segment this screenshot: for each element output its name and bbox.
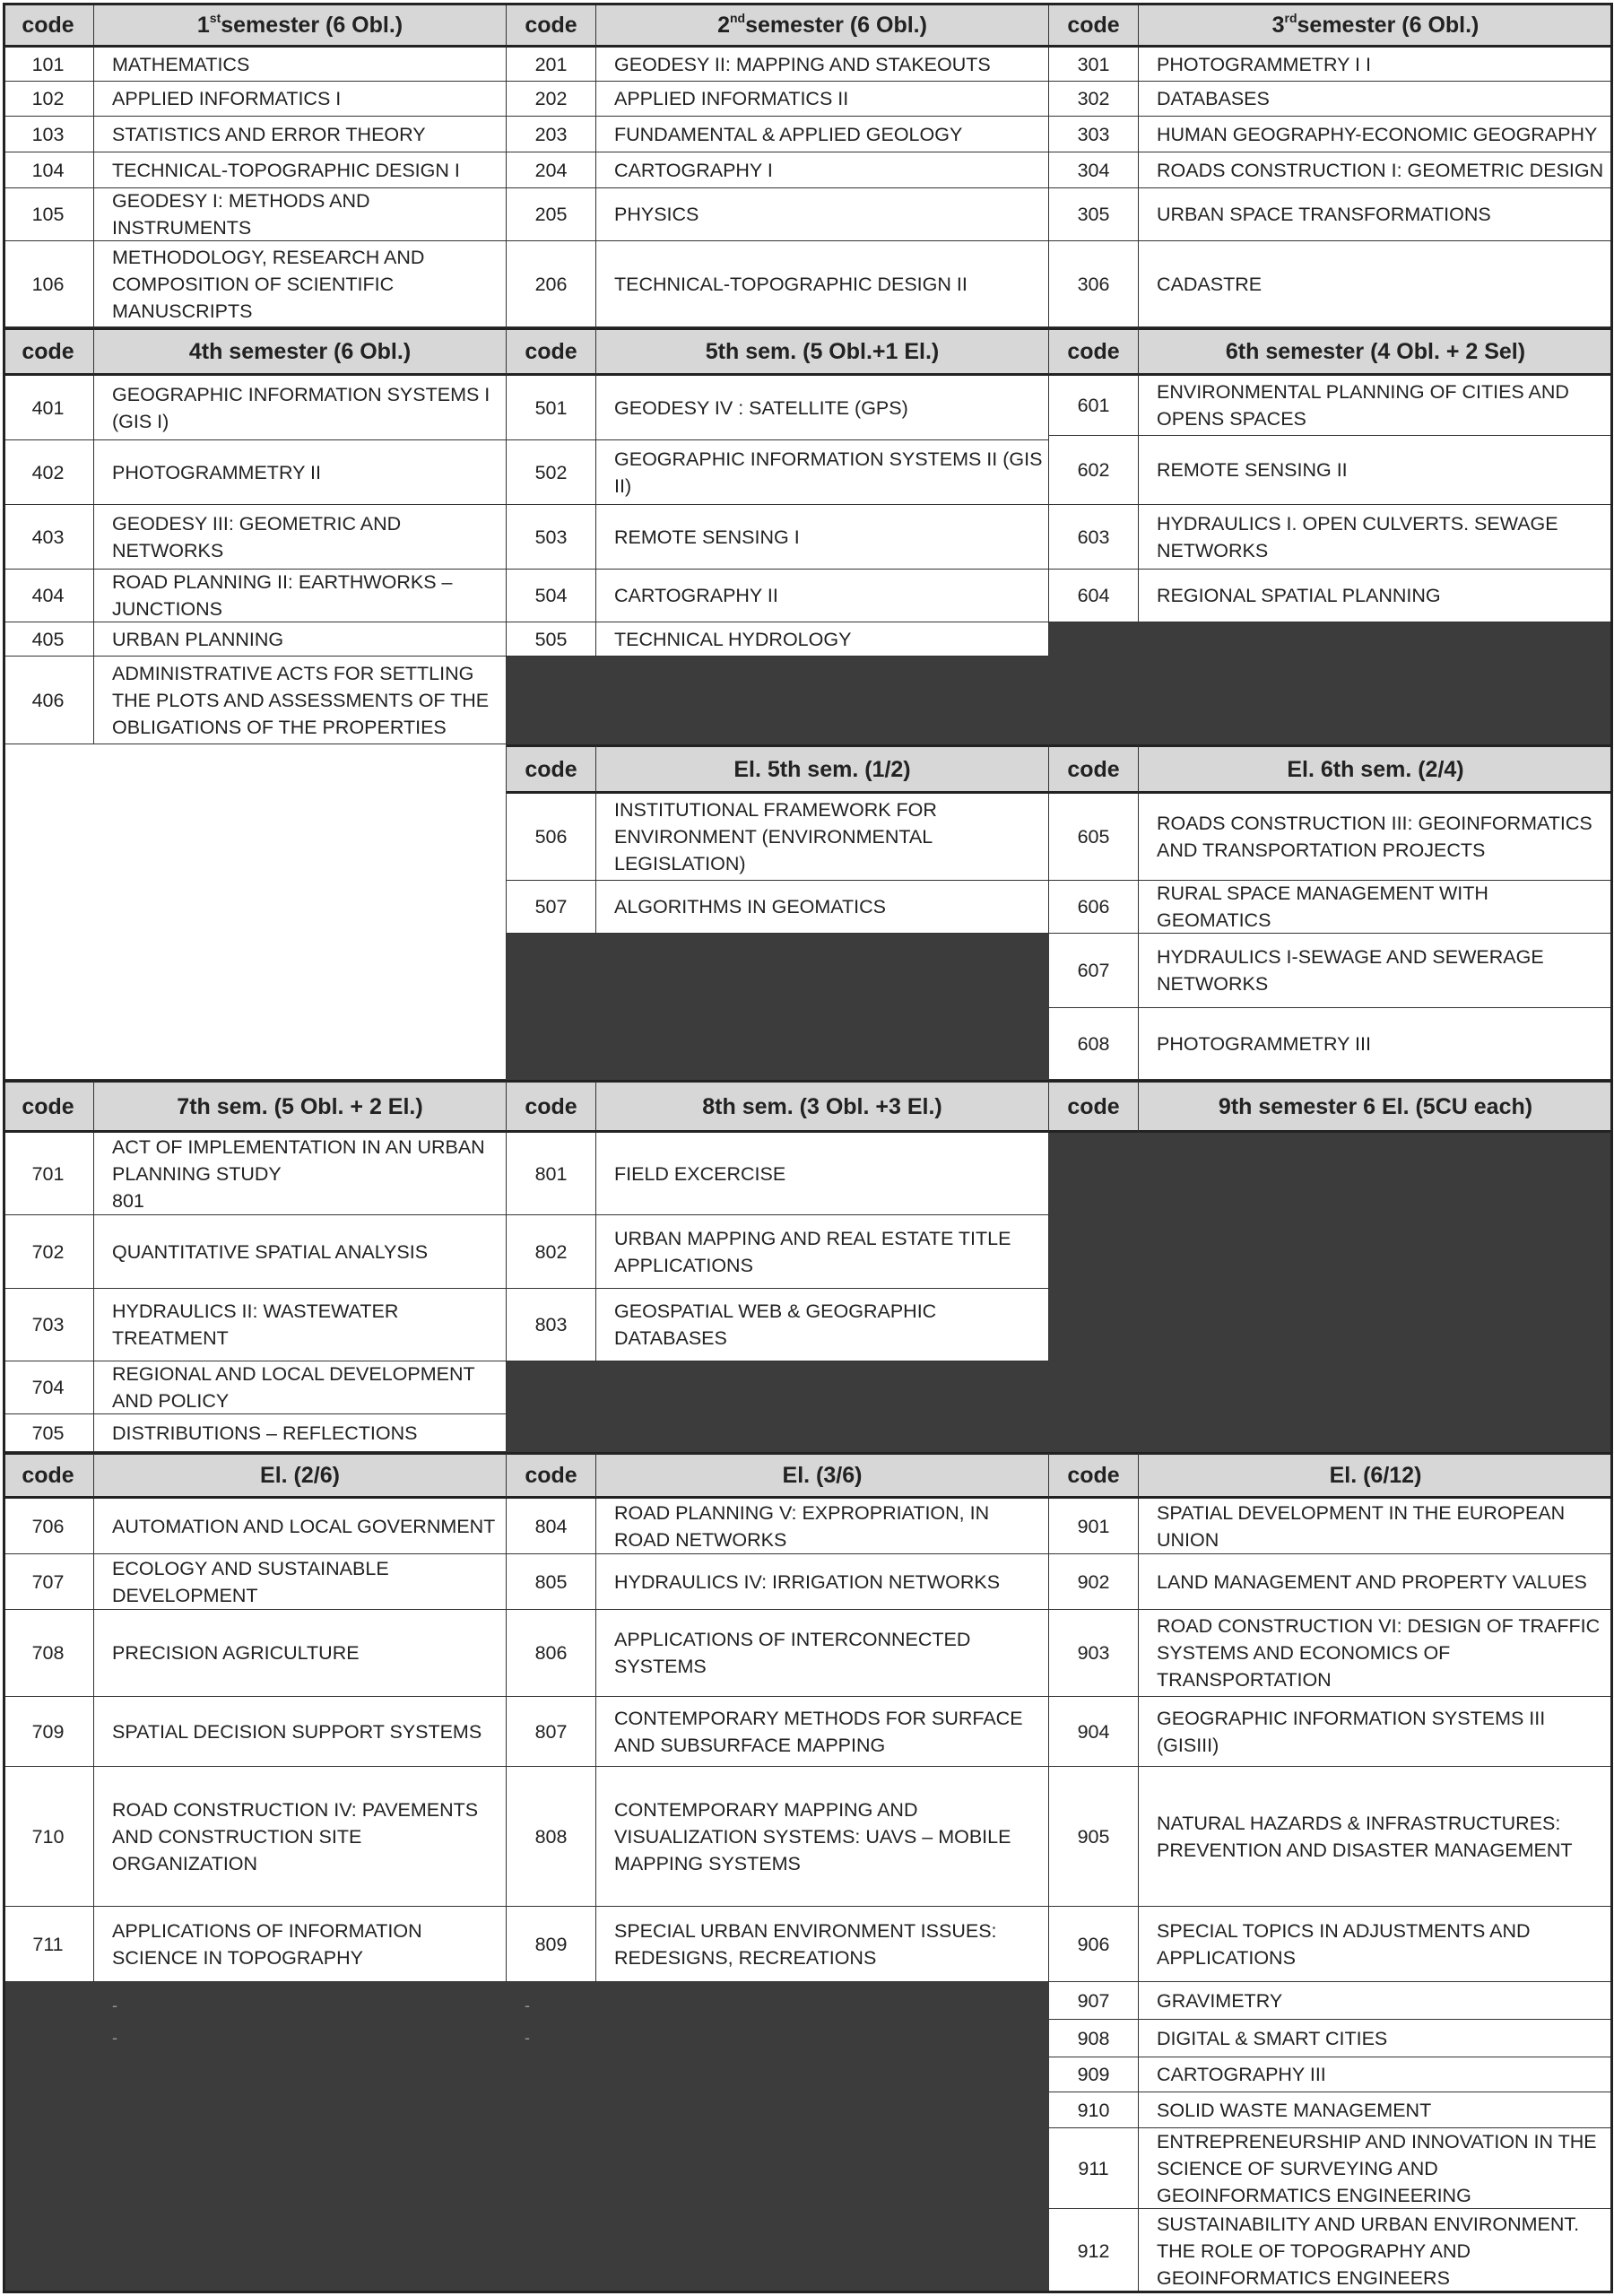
- course-code: 702: [3, 1215, 94, 1289]
- course-name: CADASTRE: [1139, 241, 1613, 327]
- course-name: PHOTOGRAMMETRY II: [94, 440, 507, 505]
- course-code: 403: [3, 505, 94, 570]
- course-code: 603: [1049, 505, 1139, 570]
- course-code: 707: [3, 1554, 94, 1610]
- code-header: code: [1049, 3, 1139, 48]
- course-code: 802: [507, 1215, 596, 1289]
- course-code: 601: [1049, 376, 1139, 436]
- course-code: 205: [507, 188, 596, 241]
- course-code: 709: [3, 1697, 94, 1767]
- course-name: TECHNICAL-TOPOGRAPHIC DESIGN I: [94, 152, 507, 188]
- empty-cell: [507, 1361, 1049, 1452]
- course-code: 805: [507, 1554, 596, 1610]
- course-name: PHYSICS: [596, 188, 1049, 241]
- course-name: HYDRAULICS IV: IRRIGATION NETWORKS: [596, 1554, 1049, 1610]
- empty-cell: [3, 1982, 94, 2293]
- empty-cell: [507, 657, 1049, 744]
- course-code: 602: [1049, 436, 1139, 505]
- code-header: code: [507, 1452, 596, 1499]
- course-code: 105: [3, 188, 94, 241]
- curriculum-table: [3, 3, 1613, 2293]
- course-name: RURAL SPACE MANAGEMENT WITH GEOMATICS: [1139, 881, 1613, 934]
- course-name: CONTEMPORARY METHODS FOR SURFACE AND SUBSURFACE MAPPING: [596, 1697, 1049, 1767]
- course-name: GRAVIMETRY: [1139, 1982, 1613, 2020]
- code-header: code: [3, 1452, 94, 1499]
- code-header: code: [1049, 744, 1139, 794]
- course-name: SPECIAL TOPICS IN ADJUSTMENTS AND APPLICATIONS: [1139, 1907, 1613, 1982]
- course-name: ROADS CONSTRUCTION I: GEOMETRIC DESIGN: [1139, 152, 1613, 188]
- empty-cell: [1049, 622, 1613, 744]
- placeholder-dash: -: [525, 1996, 530, 2014]
- course-code: 703: [3, 1289, 94, 1361]
- course-name: GEODESY I: METHODS AND INSTRUMENTS: [94, 188, 507, 241]
- course-name: DISTRIBUTIONS – REFLECTIONS: [94, 1414, 507, 1452]
- course-name: ACT OF IMPLEMENTATION IN AN URBAN PLANNING STUDY 801: [94, 1133, 507, 1215]
- course-code: 406: [3, 657, 94, 744]
- course-code: 102: [3, 82, 94, 117]
- course-code: 909: [1049, 2057, 1139, 2092]
- course-code: 806: [507, 1610, 596, 1697]
- course-code: 902: [1049, 1554, 1139, 1610]
- course-name: QUANTITATIVE SPATIAL ANALYSIS: [94, 1215, 507, 1289]
- code-header: code: [1049, 1452, 1139, 1499]
- course-code: 801: [507, 1133, 596, 1215]
- course-code: 701: [3, 1133, 94, 1215]
- course-name: SUSTAINABILITY AND URBAN ENVIRONMENT. THE ROLE OF TOPOGRAPHY AND GEOINFORMATICS ENGINEERS: [1139, 2209, 1613, 2293]
- course-name: PRECISION AGRICULTURE: [94, 1610, 507, 1697]
- course-code: 604: [1049, 570, 1139, 622]
- course-name: METHODOLOGY, RESEARCH AND COMPOSITION OF SCIENTIFIC MANUSCRIPTS: [94, 241, 507, 327]
- course-name: APPLIED INFORMATICS I: [94, 82, 507, 117]
- course-name: INSTITUTIONAL FRAMEWORK FOR ENVIRONMENT (ENVIRONMENTAL LEGISLATION): [596, 794, 1049, 881]
- course-name: STATISTICS AND ERROR THEORY: [94, 117, 507, 152]
- course-code: 302: [1049, 82, 1139, 117]
- course-name: LAND MANAGEMENT AND PROPERTY VALUES: [1139, 1554, 1613, 1610]
- course-code: 907: [1049, 1982, 1139, 2020]
- semester-header-s5: 5th sem. (5 Obl.+1 El.): [596, 327, 1049, 376]
- course-name: GEODESY II: MAPPING AND STAKEOUTS: [596, 48, 1049, 82]
- code-header: code: [3, 1080, 94, 1133]
- course-name: SPECIAL URBAN ENVIRONMENT ISSUES: REDESIGNS, RECREATIONS: [596, 1907, 1049, 1982]
- course-code: 706: [3, 1499, 94, 1554]
- course-name: HYDRAULICS I. OPEN CULVERTS. SEWAGE NETWORKS: [1139, 505, 1613, 570]
- placeholder-rows: [94, 1982, 507, 2293]
- course-name: CARTOGRAPHY II: [596, 570, 1049, 622]
- course-code: 807: [507, 1697, 596, 1767]
- course-name: HYDRAULICS II: WASTEWATER TREATMENT: [94, 1289, 507, 1361]
- course-name: ENVIRONMENTAL PLANNING OF CITIES AND OPENS SPACES: [1139, 376, 1613, 436]
- course-name: GEOGRAPHIC INFORMATION SYSTEMS I (GIS I): [94, 376, 507, 440]
- course-name: TECHNICAL-TOPOGRAPHIC DESIGN II: [596, 241, 1049, 327]
- course-code: 304: [1049, 152, 1139, 188]
- course-code: 503: [507, 505, 596, 570]
- course-code: 206: [507, 241, 596, 327]
- course-name: PHOTOGRAMMETRY I I: [1139, 48, 1613, 82]
- course-code: 303: [1049, 117, 1139, 152]
- placeholder-dash: -: [525, 2029, 530, 2047]
- course-code: 301: [1049, 48, 1139, 82]
- course-name: DATABASES: [1139, 82, 1613, 117]
- course-name: FUNDAMENTAL & APPLIED GEOLOGY: [596, 117, 1049, 152]
- course-name: APPLIED INFORMATICS II: [596, 82, 1049, 117]
- course-name: URBAN PLANNING: [94, 622, 507, 657]
- code-header: code: [1049, 327, 1139, 376]
- course-code: 103: [3, 117, 94, 152]
- course-name: SOLID WASTE MANAGEMENT: [1139, 2092, 1613, 2128]
- course-name: MATHEMATICS: [94, 48, 507, 82]
- course-code: 202: [507, 82, 596, 117]
- course-name: CARTOGRAPHY III: [1139, 2057, 1613, 2092]
- course-name: PHOTOGRAMMETRY III: [1139, 1008, 1613, 1080]
- course-code: 608: [1049, 1008, 1139, 1080]
- semester-header-s7: 7th sem. (5 Obl. + 2 El.): [94, 1080, 507, 1133]
- course-code: 809: [507, 1907, 596, 1982]
- semester-header-e8: El. (3/6): [596, 1452, 1049, 1499]
- course-name: URBAN MAPPING AND REAL ESTATE TITLE APPLICATIONS: [596, 1215, 1049, 1289]
- course-code: 506: [507, 794, 596, 881]
- course-code: 507: [507, 881, 596, 934]
- empty-cell: [507, 934, 1049, 1080]
- placeholder-dash: -: [112, 2029, 117, 2047]
- course-code: 504: [507, 570, 596, 622]
- semester-header-s4: 4th semester (6 Obl.): [94, 327, 507, 376]
- course-name: DIGITAL & SMART CITIES: [1139, 2020, 1613, 2057]
- course-name: TECHNICAL HYDROLOGY: [596, 622, 1049, 657]
- course-code: 704: [3, 1361, 94, 1414]
- course-name: ADMINISTRATIVE ACTS FOR SETTLING THE PLOTS AND ASSESSMENTS OF THE OBLIGATIONS OF THE PROPERTIES: [94, 657, 507, 744]
- semester-header-e7: El. (2/6): [94, 1452, 507, 1499]
- course-name: REMOTE SENSING I: [596, 505, 1049, 570]
- course-code: 803: [507, 1289, 596, 1361]
- course-name: GEOGRAPHIC INFORMATION SYSTEMS III (GISIII): [1139, 1697, 1613, 1767]
- semester-header-s2: 2 $^{nd}$ semester (6 Obl.): [596, 3, 1049, 48]
- course-name: CONTEMPORARY MAPPING AND VISUALIZATION SYSTEMS: UAVS – MOBILE MAPPING SYSTEMS: [596, 1767, 1049, 1907]
- semester-header-s3: 3 $^{rd}$ semester (6 Obl.): [1139, 3, 1613, 48]
- course-name: GEOSPATIAL WEB & GEOGRAPHIC DATABASES: [596, 1289, 1049, 1361]
- semester-header-e9: El. (6/12): [1139, 1452, 1613, 1499]
- course-code: 505: [507, 622, 596, 657]
- empty-cell: [1049, 1133, 1613, 1452]
- code-header: code: [507, 3, 596, 48]
- course-code: 912: [1049, 2209, 1139, 2293]
- empty-cell: [596, 1982, 1049, 2293]
- course-name: ROAD CONSTRUCTION IV: PAVEMENTS AND CONSTRUCTION SITE ORGANIZATION: [94, 1767, 507, 1907]
- course-name: AUTOMATION AND LOCAL GOVERNMENT: [94, 1499, 507, 1554]
- course-code: 711: [3, 1907, 94, 1982]
- code-header: code: [3, 327, 94, 376]
- course-code: 106: [3, 241, 94, 327]
- course-code: 201: [507, 48, 596, 82]
- course-name: SPATIAL DECISION SUPPORT SYSTEMS: [94, 1697, 507, 1767]
- placeholder-dash: -: [112, 1996, 117, 2014]
- course-code: 901: [1049, 1499, 1139, 1554]
- course-code: 204: [507, 152, 596, 188]
- course-code: 203: [507, 117, 596, 152]
- course-code: 910: [1049, 2092, 1139, 2128]
- course-code: 904: [1049, 1697, 1139, 1767]
- course-name: URBAN SPACE TRANSFORMATIONS: [1139, 188, 1613, 241]
- course-code: 605: [1049, 794, 1139, 881]
- course-name: ROAD CONSTRUCTION VI: DESIGN OF TRAFFIC SYSTEMS AND ECONOMICS OF TRANSPORTATION: [1139, 1610, 1613, 1697]
- course-code: 906: [1049, 1907, 1139, 1982]
- placeholder-rows: [507, 1982, 596, 2293]
- course-code: 905: [1049, 1767, 1139, 1907]
- course-name: ROAD PLANNING II: EARTHWORKS – JUNCTIONS: [94, 570, 507, 622]
- course-code: 401: [3, 376, 94, 440]
- course-code: 501: [507, 376, 596, 440]
- course-name: HUMAN GEOGRAPHY-ECONOMIC GEOGRAPHY: [1139, 117, 1613, 152]
- code-header: code: [507, 327, 596, 376]
- code-header: code: [1049, 1080, 1139, 1133]
- course-code: 405: [3, 622, 94, 657]
- course-code: 908: [1049, 2020, 1139, 2057]
- course-name: REGIONAL AND LOCAL DEVELOPMENT AND POLICY: [94, 1361, 507, 1414]
- semester-header-e6: El. 6th sem. (2/4): [1139, 744, 1613, 794]
- course-code: 606: [1049, 881, 1139, 934]
- course-name: GEODESY IV : SATELLITE (GPS): [596, 376, 1049, 440]
- course-name: APPLICATIONS OF INTERCONNECTED SYSTEMS: [596, 1610, 1049, 1697]
- course-name: REGIONAL SPATIAL PLANNING: [1139, 570, 1613, 622]
- course-name: GEODESY III: GEOMETRIC AND NETWORKS: [94, 505, 507, 570]
- course-code: 708: [3, 1610, 94, 1697]
- course-name: ECOLOGY AND SUSTAINABLE DEVELOPMENT: [94, 1554, 507, 1610]
- semester-header-s9: 9th semester 6 El. (5CU each): [1139, 1080, 1613, 1133]
- course-name: ALGORITHMS IN GEOMATICS: [596, 881, 1049, 934]
- course-name: SPATIAL DEVELOPMENT IN THE EUROPEAN UNION: [1139, 1499, 1613, 1554]
- course-name: REMOTE SENSING II: [1139, 436, 1613, 505]
- blank-area: [3, 744, 507, 1080]
- course-code: 305: [1049, 188, 1139, 241]
- course-name: FIELD EXCERCISE: [596, 1133, 1049, 1215]
- course-code: 911: [1049, 2128, 1139, 2209]
- course-code: 402: [3, 440, 94, 505]
- course-code: 502: [507, 440, 596, 505]
- course-name: HYDRAULICS I-SEWAGE AND SEWERAGE NETWORKS: [1139, 934, 1613, 1008]
- semester-header-s8: 8th sem. (3 Obl. +3 El.): [596, 1080, 1049, 1133]
- course-name: GEOGRAPHIC INFORMATION SYSTEMS II (GIS II): [596, 440, 1049, 505]
- course-name: CARTOGRAPHY I: [596, 152, 1049, 188]
- semester-header-s1: 1 $^{st}$ semester (6 Obl.): [94, 3, 507, 48]
- course-code: 101: [3, 48, 94, 82]
- course-code: 404: [3, 570, 94, 622]
- course-code: 903: [1049, 1610, 1139, 1697]
- semester-header-s6: 6th semester (4 Obl. + 2 Sel): [1139, 327, 1613, 376]
- course-code: 808: [507, 1767, 596, 1907]
- course-code: 804: [507, 1499, 596, 1554]
- course-name: NATURAL HAZARDS & INFRASTRUCTURES: PREVENTION AND DISASTER MANAGEMENT: [1139, 1767, 1613, 1907]
- course-code: 710: [3, 1767, 94, 1907]
- code-header: code: [3, 3, 94, 48]
- code-header: code: [507, 1080, 596, 1133]
- course-name: APPLICATIONS OF INFORMATION SCIENCE IN TOPOGRAPHY: [94, 1907, 507, 1982]
- course-code: 607: [1049, 934, 1139, 1008]
- semester-header-e5: El. 5th sem. (1/2): [596, 744, 1049, 794]
- course-code: 104: [3, 152, 94, 188]
- code-header: code: [507, 744, 596, 794]
- course-name: ROAD PLANNING V: EXPROPRIATION, IN ROAD NETWORKS: [596, 1499, 1049, 1554]
- course-code: 705: [3, 1414, 94, 1452]
- course-code: 306: [1049, 241, 1139, 327]
- course-name: ROADS CONSTRUCTION III: GEOINFORMATICS AND TRANSPORTATION PROJECTS: [1139, 794, 1613, 881]
- course-name: ENTREPRENEURSHIP AND INNOVATION IN THE SCIENCE OF SURVEYING AND GEOINFORMATICS ENGINEERING: [1139, 2128, 1613, 2209]
